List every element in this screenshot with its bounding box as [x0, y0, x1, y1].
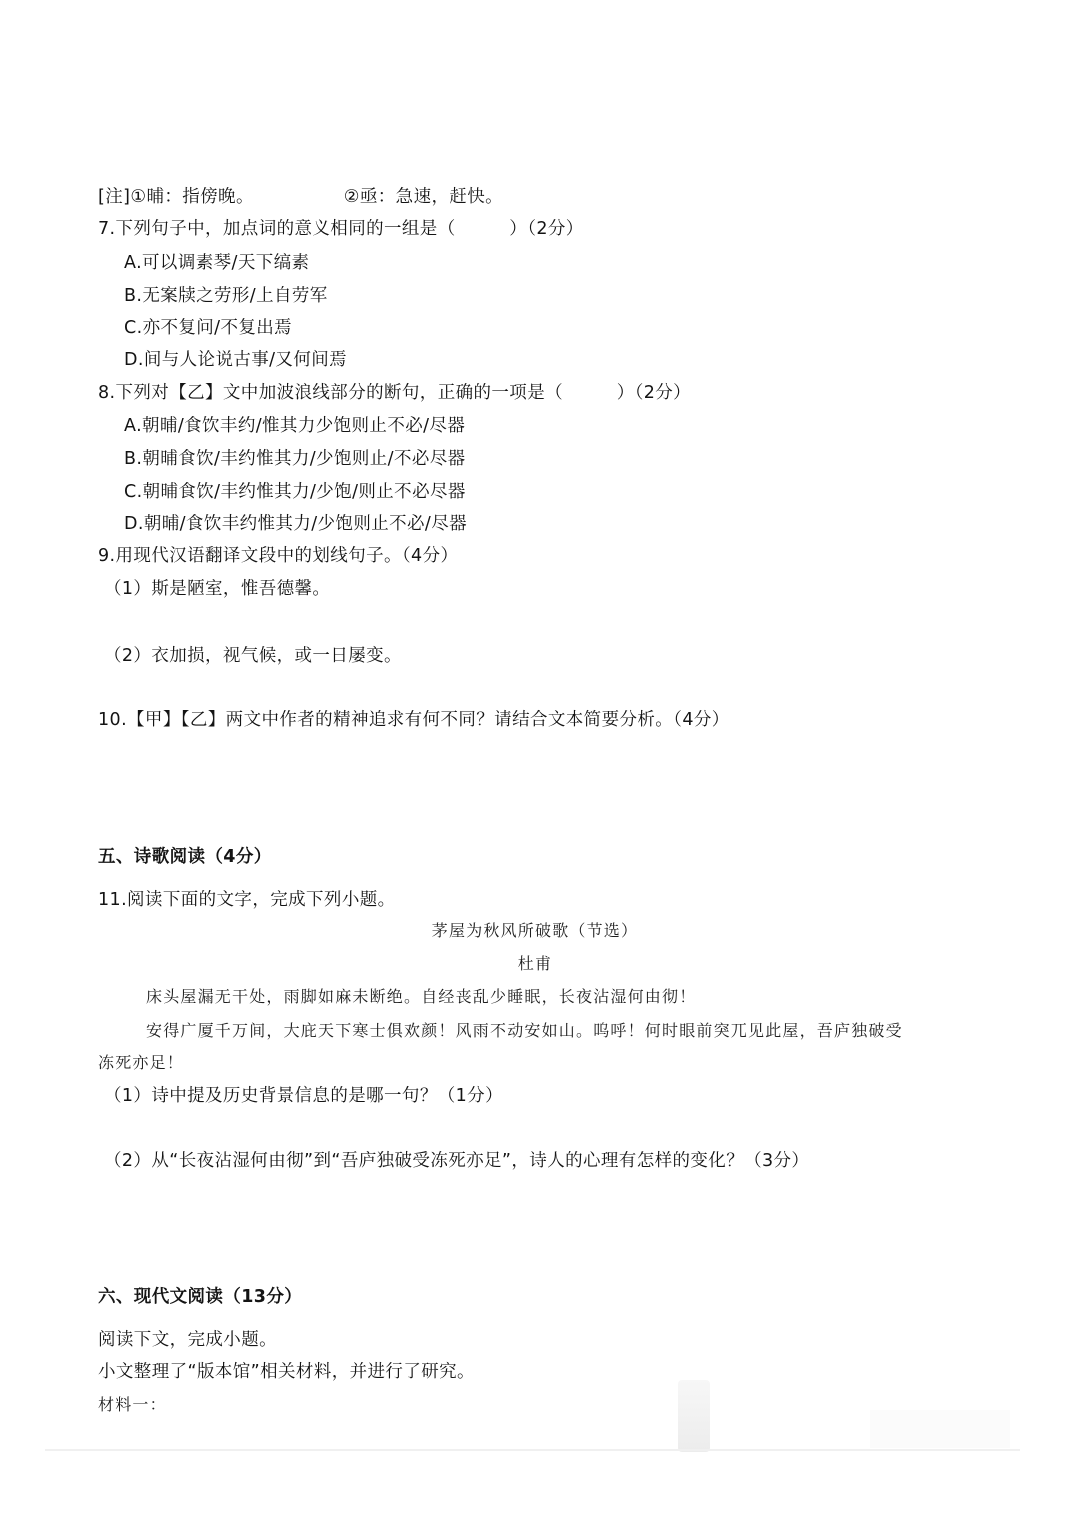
- scan-artifact: [870, 1410, 1010, 1448]
- material-1-label: 材料一：: [98, 1395, 167, 1414]
- note-2: ②亟：急速，赶快。: [343, 187, 504, 207]
- q7-option-b: B.无案牍之劳形/上自劳军: [124, 286, 328, 306]
- question-9-stem: 9.用现代汉语翻译文段中的划线句子。（4分）: [98, 546, 459, 566]
- poem-line-1: 床头屋漏无干处，雨脚如麻未断绝。自经丧乱少睡眠，长夜沾湿何由彻！: [146, 987, 697, 1006]
- poem-author: 杜甫: [517, 954, 553, 973]
- note-1: [注]①晡：指傍晚。: [98, 187, 254, 207]
- question-8-stem: 8.下列对【乙】文中加波浪线部分的断句，正确的一项是（ ）（2分）: [98, 383, 692, 403]
- q7-option-a: A.可以调素琴/天下缟素: [124, 253, 310, 273]
- section-5-title: 五、诗歌阅读（4分）: [98, 847, 272, 867]
- question-11-stem: 11.阅读下面的文字，完成下列小题。: [98, 890, 396, 910]
- note-line: [98, 184, 503, 210]
- q8-option-b: B.朝晡食饮/丰约惟其力/少饱则止/不必尽器: [124, 449, 466, 469]
- q11-sub-1: （1）诗中提及历史背景信息的是哪一句？（1分）: [104, 1086, 503, 1106]
- q7-option-c: C.亦不复问/不复出焉: [124, 318, 293, 338]
- question-10-stem: 10.【甲】【乙】两文中作者的精神追求有何不同？请结合文本简要分析。（4分）: [98, 710, 730, 730]
- q8-option-d: D.朝晡/食饮丰约惟其力/少饱则止不必/尽器: [124, 514, 468, 534]
- question-7-stem: 7.下列句子中，加点词的意义相同的一组是（ ）（2分）: [98, 219, 584, 239]
- section-6-intro: 阅读下文，完成小题。: [98, 1330, 277, 1350]
- page-bottom-edge: [45, 1449, 1020, 1451]
- section-6-title: 六、现代文阅读（13分）: [98, 1287, 303, 1307]
- poem-line-2: 安得广厦千万间，大庇天下寒士俱欢颜！风雨不动安如山。呜呼！何时眼前突兀见此屋，吾庐独破受: [146, 1021, 903, 1040]
- poem-line-3: 冻死亦足！: [98, 1053, 185, 1072]
- q9-sub-2: （2）衣加损，视气候，或一日屡变。: [104, 646, 402, 666]
- q9-sub-1: （1）斯是陋室，惟吾德馨。: [104, 579, 331, 599]
- section-6-context: 小文整理了“版本馆”相关材料，并进行了研究。: [98, 1362, 475, 1382]
- q11-sub-2: （2）从“长夜沾湿何由彻”到“吾庐独破受冻死亦足”，诗人的心理有怎样的变化？（3分）: [104, 1151, 810, 1171]
- q8-option-a: A.朝晡/食饮丰约/惟其力少饱则止不必/尽器: [124, 416, 466, 436]
- poem-title: 茅屋为秋风所破歌（节选）: [431, 921, 639, 940]
- q7-option-d: D.间与人论说古事/又何间焉: [124, 350, 348, 370]
- q8-option-c: C.朝晡食饮/丰约惟其力/少饱/则止不必尽器: [124, 482, 466, 502]
- scan-artifact: [678, 1380, 710, 1452]
